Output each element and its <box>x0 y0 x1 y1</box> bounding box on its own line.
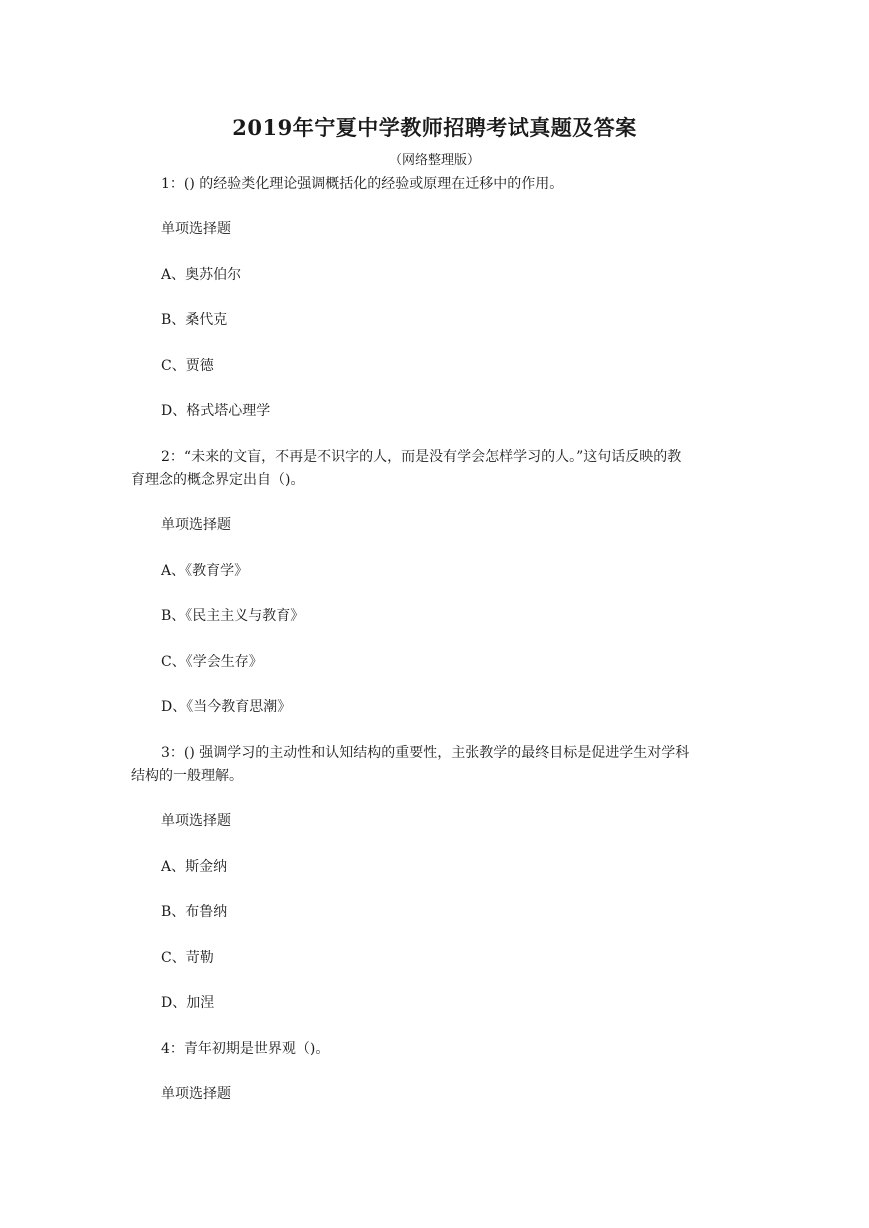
question-1-option-b: B、桑代克 <box>161 312 228 328</box>
question-2-text-line2: 育理念的概念界定出自（)。 <box>131 472 305 488</box>
question-3-option-d: D、加涅 <box>161 995 215 1011</box>
question-3-text-line2: 结构的一般理解。 <box>131 768 243 784</box>
question-1-type: 单项选择题 <box>161 221 231 237</box>
question-3-option-c: C、苛勒 <box>161 950 214 966</box>
question-2-option-a: A、《教育学》 <box>161 563 249 579</box>
question-3-option-b: B、布鲁纳 <box>161 904 228 920</box>
question-2-text-line1: 2：“未来的文盲，不再是不识字的人，而是没有学会怎样学习的人。”这句话反映的教 <box>161 449 682 465</box>
question-2-option-d: D、《当今教育思潮》 <box>161 699 292 715</box>
question-4-text: 4：青年初期是世界观（)。 <box>161 1041 330 1057</box>
question-1-text: 1：() 的经验类化理论强调概括化的经验或原理在迁移中的作用。 <box>161 176 564 192</box>
question-1-option-a: A、奥苏伯尔 <box>161 267 242 283</box>
question-1-option-c: C、贾德 <box>161 358 214 374</box>
question-4-type: 单项选择题 <box>161 1086 231 1102</box>
document-subtitle: （网络整理版） <box>388 153 480 168</box>
question-2-type: 单项选择题 <box>161 517 231 533</box>
question-3-type: 单项选择题 <box>161 813 231 829</box>
question-2-option-c: C、《学会生存》 <box>161 654 263 670</box>
question-2-option-b: B、《民主主义与教育》 <box>161 608 305 624</box>
question-3-text-line1: 3：() 强调学习的主动性和认知结构的重要性，主张教学的最终目标是促进学生对学科 <box>161 745 690 761</box>
question-1-option-d: D、格式塔心理学 <box>161 403 271 419</box>
question-3-option-a: A、斯金纳 <box>161 859 228 875</box>
document-title: 2019年宁夏中学教师招聘考试真题及答案 <box>232 115 637 140</box>
